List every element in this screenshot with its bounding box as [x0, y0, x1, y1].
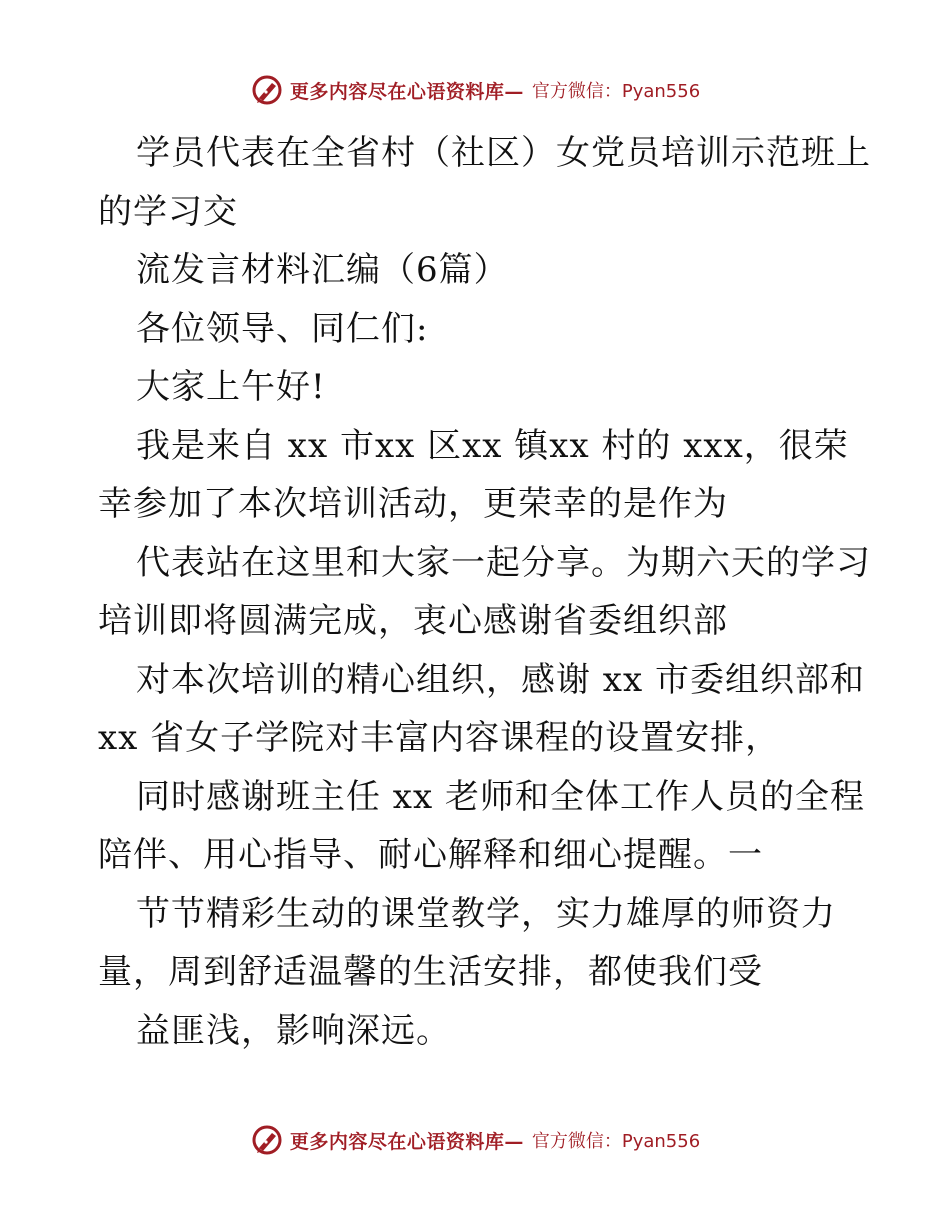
paragraph-line: 量，周到舒适温馨的生活安排，都使我们受: [98, 952, 763, 992]
site-name: 更多内容尽在心语资料库—: [289, 1130, 524, 1153]
site-name: 更多内容尽在心语资料库—: [289, 80, 524, 103]
header-banner: [0, 72, 950, 108]
paragraph-line: 陪伴、用心指导、耐心解释和细心提醒。一: [98, 835, 763, 875]
paragraph-line: 益匪浅，影响深远。: [136, 1010, 451, 1051]
pen-logo-icon: [250, 73, 284, 107]
wechat-id: 官方微信：Pyan556: [531, 1131, 701, 1152]
title-line-2: 的学习交: [98, 191, 238, 232]
greeting: 大家上午好!: [136, 367, 326, 407]
paragraph-line: 对本次培训的精心组织，感谢 xx 市委组织部和: [136, 659, 865, 700]
title-line-3: 流发言材料汇编（6篇）: [136, 250, 509, 290]
title-line-1: 学员代表在全省村（社区）女党员培训示范班上: [136, 133, 871, 173]
wechat-id: 官方微信：Pyan556: [531, 81, 701, 102]
paragraph-line: xx 省女子学院对丰富内容课程的设置安排，: [98, 718, 781, 758]
salutation: 各位领导、同仁们:: [136, 308, 429, 349]
pen-logo-icon: [250, 1123, 284, 1157]
paragraph-line: 我是来自 xx 市xx 区xx 镇xx 村的 xxx，很荣: [136, 425, 849, 466]
paragraph-line: 培训即将圆满完成，衷心感谢省委组织部: [98, 601, 728, 641]
paragraph-line: 代表站在这里和大家一起分享。为期六天的学习: [136, 542, 871, 583]
paragraph-line: 幸参加了本次培训活动，更荣幸的是作为: [98, 484, 728, 524]
document-body: [98, 124, 871, 1060]
paragraph-line: 同时感谢班主任 xx 老师和全体工作人员的全程: [136, 776, 865, 817]
footer-banner: [0, 1122, 950, 1158]
paragraph-line: 节节精彩生动的课堂教学，实力雄厚的师资力: [136, 893, 836, 934]
